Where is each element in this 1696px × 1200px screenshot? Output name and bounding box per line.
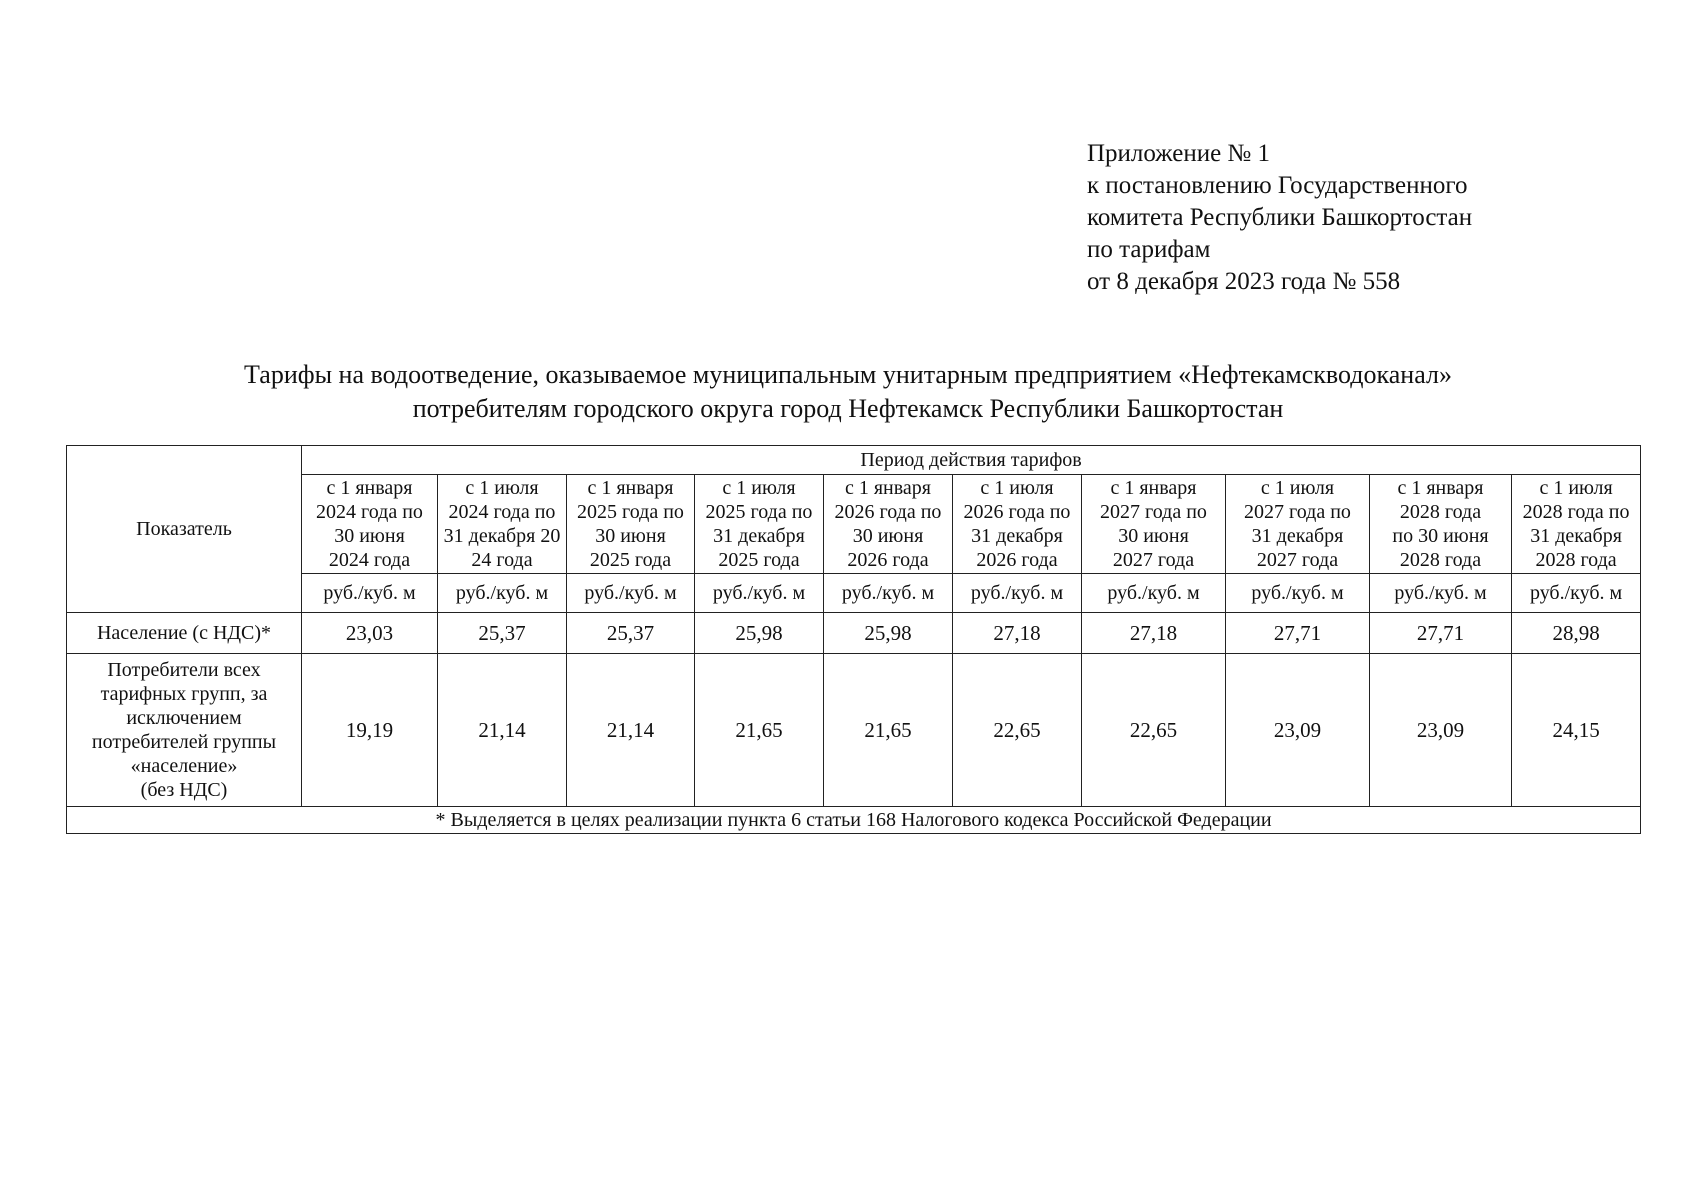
tariff-value: 23,03 — [302, 613, 438, 654]
period-line: с 1 января — [1397, 477, 1484, 499]
unit-cell: руб./куб. м — [824, 574, 953, 613]
title-line: Тарифы на водоотведение, оказываемое муниципальным унитарным предприятием «Нефтекамскводоканал» — [244, 360, 1452, 389]
tariff-value: 25,98 — [695, 613, 824, 654]
footnote: * Выделяется в целях реализации пункта 6 статьи 168 Налогового кодекса Российской Федерации — [67, 807, 1641, 834]
period-line: 2027 года — [1112, 549, 1195, 571]
appendix-line: к постановлению Государственного — [1087, 172, 1468, 199]
units-row — [67, 574, 1641, 613]
period-line: с 1 июля — [722, 477, 796, 499]
period-cell — [824, 475, 953, 574]
period-line: 2024 года — [328, 549, 411, 571]
period-line: с 1 июля — [980, 477, 1054, 499]
period-cell — [695, 475, 824, 574]
tariff-value: 25,37 — [438, 613, 567, 654]
unit-cell: руб./куб. м — [695, 574, 824, 613]
period-line: 2026 года — [847, 549, 929, 571]
tariff-value: 28,98 — [1512, 613, 1641, 654]
unit-cell: руб./куб. м — [1370, 574, 1512, 613]
unit-cell: руб./куб. м — [953, 574, 1082, 613]
period-cell — [567, 475, 695, 574]
row-label-line: потребителей группы — [91, 731, 277, 753]
period-line: 2026 года по — [963, 501, 1071, 523]
tariff-value: 23,09 — [1226, 654, 1370, 807]
period-line: с 1 января — [1110, 477, 1197, 499]
title-line: потребителям городского округа город Нефтекамск Республики Башкортостан — [412, 394, 1284, 423]
tariff-value: 21,65 — [695, 654, 824, 807]
period-line: по 30 июня — [1392, 525, 1489, 547]
appendix-line: от 8 декабря 2023 года № 558 — [1087, 268, 1401, 295]
row-label-line: «население» — [130, 755, 238, 777]
unit-cell: руб./куб. м — [1082, 574, 1226, 613]
period-header: Период действия тарифов — [302, 446, 1641, 475]
period-line: 2024 года по — [448, 501, 556, 523]
unit-cell: руб./куб. м — [302, 574, 438, 613]
tariff-value: 21,14 — [438, 654, 567, 807]
tariff-value: 23,09 — [1370, 654, 1512, 807]
tariff-value: 19,19 — [302, 654, 438, 807]
period-line: 2025 года по — [705, 501, 813, 523]
period-line: 2027 года по — [1244, 501, 1351, 523]
period-line: с 1 января — [587, 477, 674, 499]
period-line: 31 декабря — [1530, 525, 1622, 547]
tariff-value: 25,37 — [567, 613, 695, 654]
period-cell — [438, 475, 567, 574]
period-line: 2025 года — [718, 549, 800, 571]
table-row — [67, 613, 1641, 654]
period-line: 30 июня — [334, 525, 405, 547]
period-line: 31 декабря 20 — [443, 525, 561, 547]
tariff-value: 21,14 — [567, 654, 695, 807]
period-line: 30 июня — [852, 525, 924, 547]
period-line: 2025 года по — [577, 501, 684, 523]
unit-cell: руб./куб. м — [1512, 574, 1641, 613]
periods-row — [67, 475, 1641, 574]
period-line: 2028 года — [1535, 549, 1617, 571]
period-line: с 1 июля — [1260, 477, 1335, 499]
row-label-line: Население (с НДС)* — [96, 622, 272, 644]
tariff-value: 22,65 — [1082, 654, 1226, 807]
period-line: с 1 июля — [465, 477, 539, 499]
row-label — [67, 613, 302, 654]
unit-cell: руб./куб. м — [567, 574, 695, 613]
row-label-line: исключением — [126, 707, 242, 729]
period-line: 2027 года по — [1100, 501, 1207, 523]
period-line: 2028 года по — [1522, 501, 1630, 523]
period-cell — [1082, 475, 1226, 574]
appendix-line: комитета Республики Башкортостан — [1087, 204, 1473, 231]
period-line: 24 года — [471, 549, 533, 571]
period-line: 2026 года — [976, 549, 1058, 571]
tariff-value: 27,18 — [1082, 613, 1226, 654]
document-title — [0, 358, 1696, 426]
appendix-line: по тарифам — [1087, 236, 1211, 263]
tariff-value: 24,15 — [1512, 654, 1641, 807]
tariff-value: 22,65 — [953, 654, 1082, 807]
period-line: 30 июня — [595, 525, 666, 547]
period-cell — [302, 475, 438, 574]
indicator-header: Показатель — [67, 446, 302, 613]
row-label-line: тарифных групп, за — [100, 683, 268, 705]
period-cell — [953, 475, 1082, 574]
period-line: с 1 января — [844, 477, 932, 499]
tariff-value: 21,65 — [824, 654, 953, 807]
period-line: 2024 года по — [316, 501, 423, 523]
period-line: 2025 года — [589, 549, 672, 571]
period-line: 2028 года — [1399, 501, 1482, 523]
row-label-line: Потребители всех — [107, 659, 261, 681]
period-cell — [1512, 475, 1641, 574]
tariff-value: 27,71 — [1226, 613, 1370, 654]
tariff-value: 27,18 — [953, 613, 1082, 654]
period-line: 2027 года — [1256, 549, 1339, 571]
period-line: 30 июня — [1118, 525, 1189, 547]
appendix-block — [1087, 138, 1472, 298]
period-cell — [1226, 475, 1370, 574]
table-row — [67, 654, 1641, 807]
period-line: 31 декабря — [1251, 525, 1344, 547]
period-line: с 1 января — [326, 477, 413, 499]
tariff-value: 25,98 — [824, 613, 953, 654]
period-line: 31 декабря — [971, 525, 1063, 547]
period-line: 2026 года по — [834, 501, 942, 523]
tariff-table — [66, 445, 1641, 834]
tariff-value: 27,71 — [1370, 613, 1512, 654]
row-label-line: (без НДС) — [140, 779, 228, 801]
row-label — [67, 654, 302, 807]
unit-cell: руб./куб. м — [438, 574, 567, 613]
appendix-line: Приложение № 1 — [1087, 140, 1271, 167]
period-line: 2028 года — [1399, 549, 1482, 571]
period-cell — [1370, 475, 1512, 574]
period-line: 31 декабря — [713, 525, 805, 547]
period-line: с 1 июля — [1539, 477, 1613, 499]
unit-cell: руб./куб. м — [1226, 574, 1370, 613]
